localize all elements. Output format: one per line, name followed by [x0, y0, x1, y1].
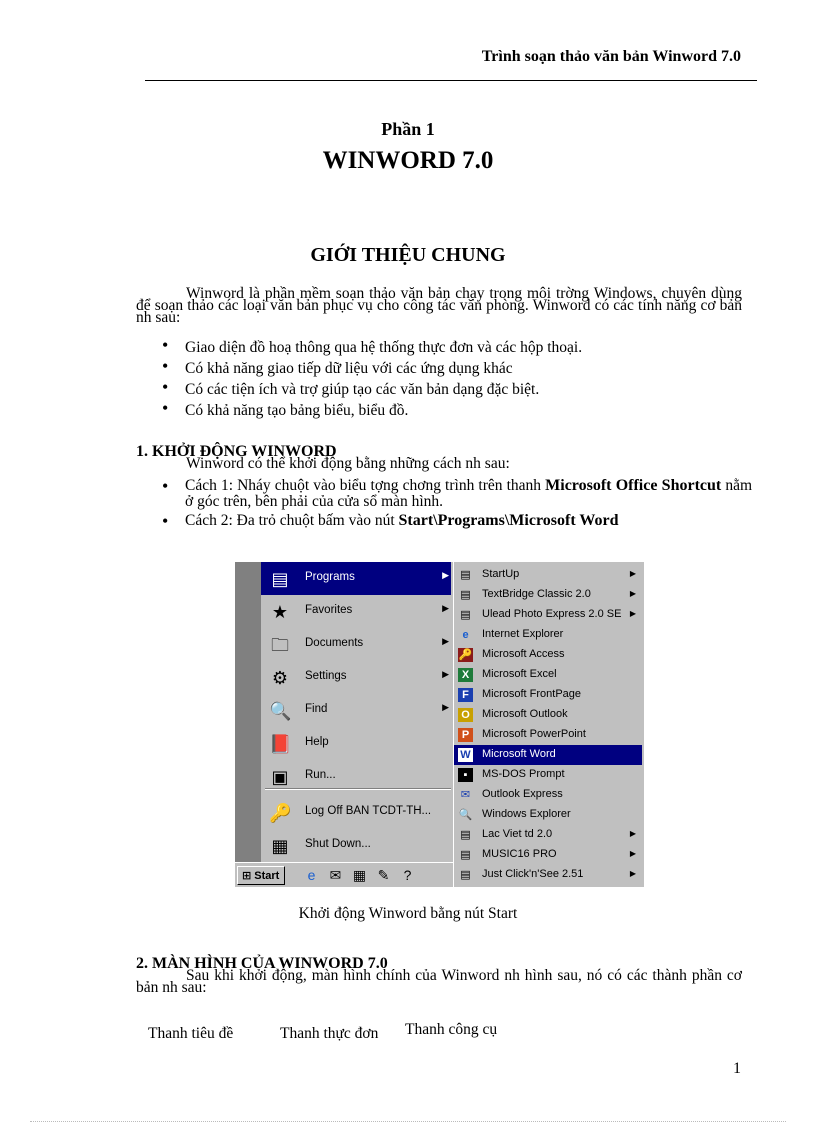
edit-icon[interactable]: ✎ [377, 867, 390, 883]
chevron-right-icon: ▶ [629, 869, 636, 878]
document-title: WINWORD 7.0 [322, 147, 494, 174]
programs-icon: ▤ [271, 569, 289, 589]
chevron-right-icon: ▶ [442, 669, 449, 679]
submenu-item-powerpoint[interactable]: P Microsoft PowerPoint [454, 725, 642, 745]
section1-heading: 1. KHỞI ĐỘNG WINWORD [136, 443, 337, 460]
chevron-right-icon: ▶ [442, 636, 449, 646]
list-item: • Cách 1: Nháy chuột vào biểu tợng chơng trình trên thanh Microsoft Office Shortcut nằm ở góc trên, bên phải của cửa sổ màn hình. [162, 476, 753, 510]
list-item: • Có các tiện ích và trợ giúp tạo các văn bản dạng đặc biệt. [162, 377, 540, 398]
chevron-right-icon: ▶ [629, 829, 636, 838]
header-rule [145, 80, 757, 81]
start-menu-screenshot [235, 562, 644, 887]
outlook-express-icon[interactable]: ✉ [329, 867, 342, 883]
submenu-item-internet-explorer[interactable]: e Internet Explorer [454, 625, 642, 645]
start-item-favorites[interactable]: ★ Favorites ▶ [261, 595, 451, 628]
folder-icon: ▤ [460, 869, 471, 881]
programs-submenu [453, 562, 644, 887]
list-item: • Có khả năng giao tiếp dữ liệu với các ứng dụng khác [162, 356, 513, 377]
internet-explorer-icon: e [462, 629, 469, 641]
start-item-run[interactable]: ▣ Run... [261, 760, 451, 793]
outlook-express-icon: ✉ [460, 789, 471, 801]
figure-caption: Khởi động Winword bằng nút Start [298, 905, 518, 922]
powerpoint-icon: P [458, 728, 473, 742]
startup-ways-list [162, 478, 752, 529]
label-menu-bar: Thanh thực đơn [280, 1025, 379, 1042]
list-item: • Cách 2: Đa trỏ chuột bấm vào nút Start\Programs\Microsoft Word [162, 511, 619, 531]
folder-icon: ▤ [460, 569, 471, 581]
start-item-log-off[interactable]: 🔑 Log Off BAN TCDT-TH... [269, 803, 432, 823]
favorites-icon: ★ [271, 602, 289, 622]
submenu-item-excel[interactable]: X Microsoft Excel [454, 665, 642, 685]
outlook-icon: O [458, 708, 473, 722]
show-desktop-icon[interactable]: ▦ [352, 867, 367, 883]
folder-icon: ▤ [460, 589, 471, 601]
start-item-documents[interactable]: 🗀 Documents ▶ [271, 635, 449, 655]
chevron-right-icon: ▶ [442, 603, 449, 613]
label-title-bar: Thanh tiêu đề [148, 1025, 234, 1042]
frontpage-icon: F [458, 688, 473, 702]
help-icon: 📕 [269, 734, 292, 754]
submenu-item-music16[interactable]: ▤ MUSIC16 PRO ▶ [454, 845, 642, 865]
excel-icon: X [458, 668, 473, 682]
windows-explorer-icon: 🔍 [458, 809, 473, 821]
intro-heading: GIỚI THIỆU CHUNG [310, 244, 506, 266]
section1-lead: Winword có thể khởi động bằng những cách nh sau: [186, 455, 510, 472]
page-number: 1 [733, 1060, 741, 1077]
help-icon[interactable]: ? [403, 867, 412, 883]
chevron-right-icon: ▶ [629, 849, 636, 858]
documents-icon: 🗀 [271, 635, 289, 655]
label-toolbar: Thanh công cụ [405, 1021, 498, 1038]
ms-dos-icon: ▪ [458, 768, 473, 782]
taskbar [235, 862, 453, 887]
submenu-item-startup[interactable]: ▤ StartUp ▶ [454, 565, 642, 585]
start-item-find[interactable]: 🔍 Find ▶ [269, 701, 449, 721]
submenu-item-access[interactable]: 🔑 Microsoft Access [458, 648, 565, 661]
chevron-right-icon: ▶ [629, 569, 636, 578]
intro-paragraph: Winword là phần mềm soạn thảo văn bản chạy trong môi trờng Windows, chuyên dùng để soạn thảo các loại văn bản phục vụ cho công tác văn phòng. Winword có các tính năng cơ bản nh sau: [136, 285, 742, 326]
submenu-item-just-click[interactable]: ▤ Just Click'n'See 2.51 ▶ [454, 865, 642, 885]
start-button[interactable]: ⊞ Start [237, 866, 285, 885]
submenu-item-ms-dos[interactable]: ▪ MS-DOS Prompt [454, 765, 642, 785]
run-icon: ▣ [271, 767, 289, 787]
submenu-item-outlook-express[interactable]: ✉ Outlook Express [454, 785, 642, 805]
folder-icon: ▤ [460, 829, 471, 841]
windows-logo-icon: ⊞ [242, 870, 252, 882]
section2-heading: 2. MÀN HÌNH CỦA WINWORD 7.0 [136, 955, 388, 972]
access-icon: 🔑 [458, 649, 473, 661]
start-menu-banner [235, 562, 261, 862]
submenu-item-textbridge[interactable]: ▤ TextBridge Classic 2.0 ▶ [454, 585, 642, 605]
submenu-item-windows-explorer[interactable]: 🔍 Windows Explorer [458, 808, 571, 821]
settings-icon: ⚙ [271, 668, 289, 688]
part-label: Phần 1 [381, 119, 435, 139]
feature-list [162, 337, 752, 421]
submenu-item-word[interactable]: W Microsoft Word [454, 745, 642, 765]
bottom-border [30, 1121, 786, 1122]
menu-separator [265, 788, 451, 790]
chevron-right-icon: ▶ [629, 609, 636, 618]
section2-paragraph: Sau khi khởi động, màn hình chính của Winword nh hình sau, nó có các thành phần cơ bản nh sau: [136, 967, 742, 996]
word-icon: W [458, 748, 473, 762]
chevron-right-icon: ▶ [442, 702, 449, 712]
chevron-right-icon: ▶ [442, 570, 449, 580]
start-item-help[interactable]: 📕 Help [269, 734, 329, 754]
log-off-icon: 🔑 [269, 803, 292, 823]
start-item-programs[interactable]: ▤ Programs ▶ [261, 562, 451, 595]
internet-explorer-icon[interactable]: e [307, 867, 316, 883]
list-item: • Giao diện đồ hoạ thông qua hệ thống thực đơn và các hộp thoại. [162, 335, 583, 356]
list-item: • Có khả năng tạo bảng biểu, biểu đồ. [162, 398, 409, 419]
running-header: Trình soạn thảo văn bản Winword 7.0 [481, 48, 741, 65]
folder-icon: ▤ [460, 849, 471, 861]
shut-down-icon: ▦ [271, 836, 289, 856]
start-item-settings[interactable]: ⚙ Settings ▶ [261, 661, 451, 694]
submenu-item-lac-viet[interactable]: ▤ Lac Viet td 2.0 ▶ [454, 825, 642, 845]
folder-icon: ▤ [460, 609, 471, 621]
start-item-shut-down[interactable]: ▦ Shut Down... [261, 829, 451, 862]
chevron-right-icon: ▶ [629, 589, 636, 598]
submenu-item-outlook[interactable]: O Microsoft Outlook [454, 705, 642, 725]
submenu-item-ulead[interactable]: ▤ Ulead Photo Express 2.0 SE ▶ [454, 605, 642, 625]
submenu-item-frontpage[interactable]: F Microsoft FrontPage [454, 685, 642, 705]
find-icon: 🔍 [269, 701, 292, 721]
